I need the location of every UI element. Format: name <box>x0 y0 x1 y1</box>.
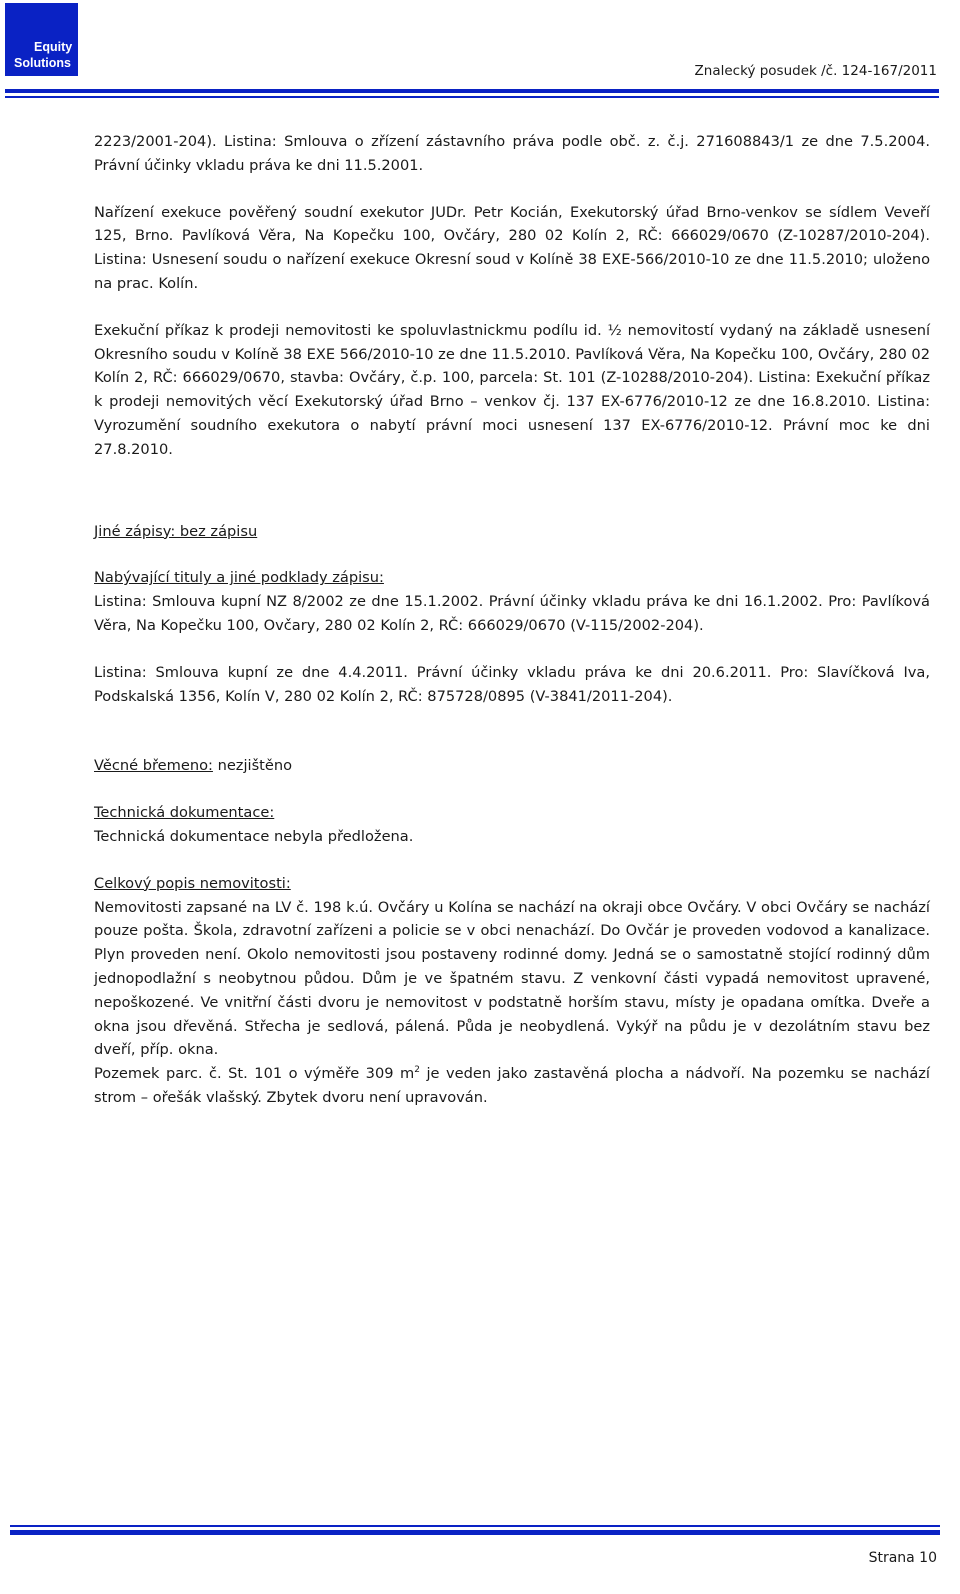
logo-line-2: Solutions <box>14 56 71 70</box>
acquisition-titles-heading <box>94 566 930 590</box>
other-records <box>94 520 930 544</box>
acquisition-title-2: Listina: Smlouva kupní ze dne 4.4.2011. Právní účinky vkladu práva ke dni 20.6.2011. Pro: Slavíčková Iva, Podskalská 1356, Kolín V, 280 02 Kolín 2, RČ: 875728/0895 (V-3841/2011-204). <box>94 663 930 705</box>
land-description-b: je veden jako zastavěná plocha a nádvoří. Na pozemku se nachází strom – ořešák vlašský. Zbytek dvoru není upravován. <box>94 1065 930 1106</box>
footer-rule-thick <box>10 1530 940 1535</box>
description-paragraph: Nemovitosti zapsané na LV č. 198 k.ú. Ovčáry u Kolína se nachází na okraji obce Ovčáry. V obci Ovčáry se nachází pouze pošta. Škola, zdravotní zařízeni a policie se v obci nenachází. Do Ovčár je proveden vodovod a kanalizace. Plyn proveden není. Okolo nemovitosti jsou postaveny rodinné domy. Jedná se o samostatně stojící rodinný dům jednopodlažní s neobytnou půdou. Dům je ve špatném stavu. Z venkovní části vypadá nemovitost upravené, nepoškozené. Ve vnitřní části dvoru je nemovitost v podstatně horším stavu, místy je opadana omítka. Dveře a okna jsou dřevěná. Střecha je sedlová, pálená. Půda je neobydlená. Vykýř na půdu je v dezolátním stavu bez dveří, příp. okna. <box>94 898 930 1059</box>
paragraph-execution-order: Nařízení exekuce pověřený soudní exekutor JUDr. Petr Kocián, Exekutorský úřad Brno-venkov se sídlem Veveří 125, Brno. Pavlíková Věra, Na Kopečku 100, Ovčáry, 280 02 Kolín 2, RČ: 666029/0670 (Z-10287/2010-204). Listina: Usnesení soudu o nařízení exekuce Okresní soud v Kolíně 38 EXE-566/2010-10 ze dne 11.5.2010; uloženo na prac. Kolín. <box>94 203 930 292</box>
acquisition-title-1: Listina: Smlouva kupní NZ 8/2002 ze dne 15.1.2002. Právní účinky vkladu práva ke dni 16.1.2002. Pro: Pavlíková Věra, Na Kopečku 100, Ovčary, 280 02 Kolín 2, RČ: 666029/0670 (V-115/2002-204). <box>94 593 930 634</box>
easement <box>94 754 930 778</box>
easement-value: nezjištěno <box>212 757 293 775</box>
acquisition-titles-heading-text: Nabývající tituly a jiné podklady zápisu: <box>94 569 384 587</box>
paragraph-lien-continuation: 2223/2001-204). Listina: Smlouva o zřízení zástavního práva podle obč. z. č.j. 271608843/1 ze dne 7.5.2004. Právní účinky vkladu práva ke dni 11.5.2001. <box>94 133 930 174</box>
technical-docs-value: Technická dokumentace nebyla předložena. <box>94 827 414 845</box>
land-description <box>94 1062 930 1110</box>
page-number: Strana 10 <box>868 1550 937 1566</box>
header-rule-thick <box>5 89 939 93</box>
land-description-a: Pozemek parc. č. St. 101 o výměře 309 m <box>94 1065 415 1083</box>
technical-docs-heading <box>94 801 930 825</box>
description-heading-text: Celkový popis nemovitosti: <box>94 874 291 892</box>
page-content <box>94 130 930 1110</box>
footer-rule-thin <box>10 1525 940 1527</box>
technical-docs-heading-text: Technická dokumentace: <box>94 804 275 822</box>
description-heading <box>94 872 930 896</box>
paragraph-execution-sale-order: Exekuční příkaz k prodeji nemovitosti ke spoluvlastnickmu podílu id. ½ nemovitostí vydaný na základě usnesení Okresního soudu v Kolíně 38 EXE 566/2010-10 ze dne 11.5.2010. Pavlíková Věra, Na Kopečku 100, Ovčáry, 280 02 Kolín 2, RČ: 666029/0670, stavba: Ovčáry, č.p. 100, parcela: St. 101 (Z-10288/2010-204). Listina: Exekuční příkaz k prodeji nemovitých věcí Exekutorský úřad Brno – venkov čj. 137 EX-6776/2010-12 ze dne 16.8.2010. Listina: Vyrozumění soudního exekutora o nabytí právní moci usnesení 137 EX-6776/2010-12. Právní moc ke dni 27.8.2010. <box>94 321 930 458</box>
easement-label: Věcné břemeno: <box>94 757 213 775</box>
company-logo <box>5 3 78 76</box>
other-records-text: Jiné zápisy: bez zápisu <box>94 522 258 540</box>
square-superscript: 2 <box>414 1065 420 1076</box>
header-rule-thin <box>5 96 939 98</box>
logo-line-1: Equity <box>34 40 73 54</box>
document-reference: Znalecký posudek /č. 124-167/2011 <box>694 63 937 79</box>
